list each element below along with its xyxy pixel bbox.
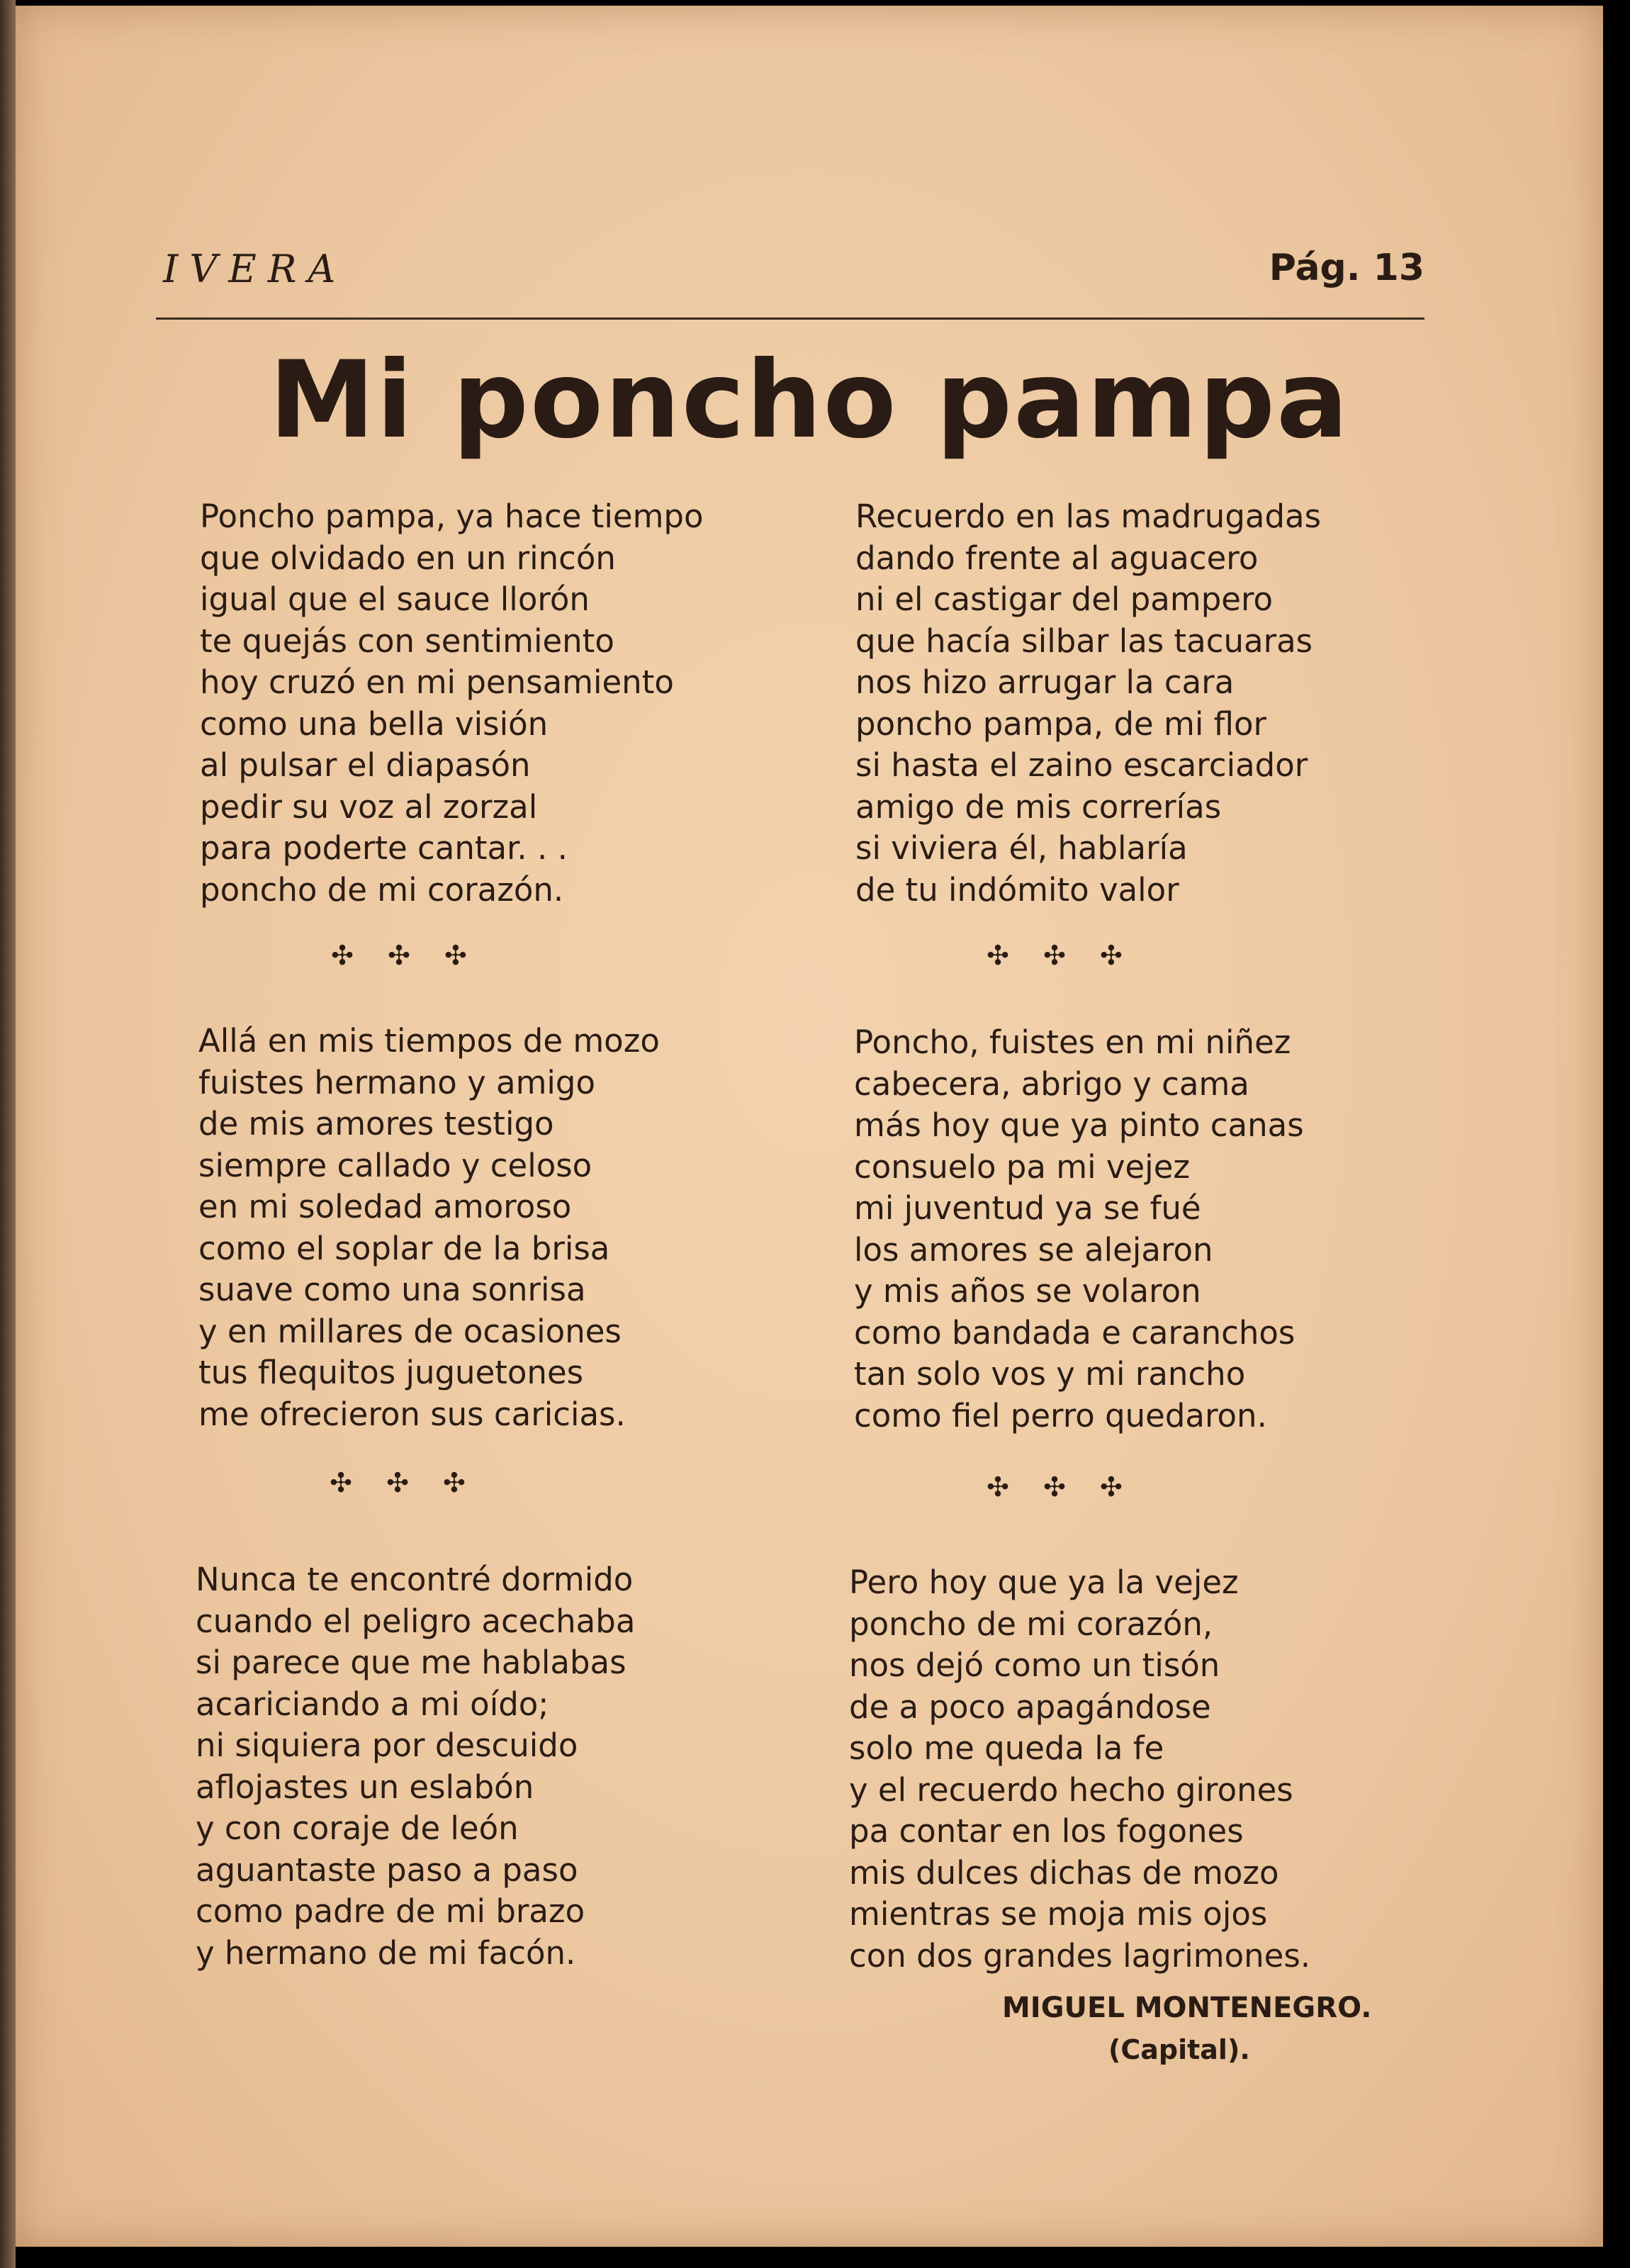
poem-line: que olvidado en un rincón <box>200 539 616 577</box>
poem-line: aguantaste paso a paso <box>196 1851 578 1889</box>
poem-line: con dos grandes lagrimones. <box>849 1936 1311 1975</box>
poem-line: Poncho, fuistes en mi niñez <box>854 1023 1291 1061</box>
author-signature: MIGUEL MONTENEGRO. <box>1002 1992 1372 2024</box>
poem-line: como padre de mi brazo <box>196 1892 585 1930</box>
poem-line: como fiel perro quedaron. <box>854 1396 1267 1435</box>
ornament-divider: ✣ ✣ ✣ <box>330 1467 478 1498</box>
ornament-divider: ✣ ✣ ✣ <box>331 940 480 971</box>
poem-line: poncho de mi corazón. <box>200 870 564 909</box>
ornament-divider: ✣ ✣ ✣ <box>987 1471 1135 1503</box>
poem-line: ni siquiera por descuido <box>196 1727 578 1764</box>
poem-line: y hermano de mi facón. <box>196 1933 576 1972</box>
poem-line: como una bella visión <box>200 704 549 743</box>
poem-line: aflojastes un eslabón <box>196 1768 534 1806</box>
poem-line: suave como una sonrisa <box>198 1271 586 1308</box>
poem-line: poncho pampa, de mi flor <box>855 704 1267 743</box>
stanza-4 <box>854 1022 1548 1437</box>
poem-line: ni el castigar del pampero <box>855 580 1273 618</box>
poem-line: en mi soledad amoroso <box>198 1188 572 1225</box>
poem-line: pedir su voz al zorzal <box>200 787 538 826</box>
poem-title: Mi poncho pampa <box>269 339 1350 462</box>
poem-line: te quejás con sentimiento <box>200 622 614 660</box>
poem-line: más hoy que ya pinto canas <box>854 1106 1304 1144</box>
poem-line: si hasta el zaino escarciador <box>855 746 1308 784</box>
poem-line: y mis años se volaron <box>854 1272 1201 1310</box>
poem-line: Nunca te encontré dormido <box>196 1561 634 1598</box>
stanza-6 <box>849 1562 1544 1977</box>
poem-line: y en millares de ocasiones <box>198 1312 622 1350</box>
poem-line: tan solo vos y mi rancho <box>854 1355 1246 1393</box>
poem-line: nos hizo arrugar la cara <box>855 663 1235 701</box>
poem-line: cabecera, abrigo y cama <box>854 1065 1249 1103</box>
poem-line: si viviera él, hablaría <box>855 829 1188 867</box>
stanza-1 <box>200 496 894 911</box>
poem-line: fuistes hermano y amigo <box>198 1063 596 1101</box>
poem-line: me ofrecieron sus caricias. <box>198 1395 626 1433</box>
stanza-2 <box>855 496 1550 911</box>
stanza-5 <box>196 1559 890 1974</box>
author-location: (Capital). <box>1108 2034 1250 2065</box>
poem-line: mis dulces dichas de mozo <box>849 1853 1279 1892</box>
poem-line: Pero hoy que ya la vejez <box>849 1564 1239 1601</box>
poem-line: acariciando a mi oído; <box>196 1685 549 1723</box>
poem-line: poncho de mi corazón, <box>849 1605 1213 1643</box>
magazine-title: IVERA <box>163 247 347 291</box>
poem-line: solo me queda la fe <box>849 1729 1164 1767</box>
poem-line: Recuerdo en las madrugadas <box>855 498 1322 535</box>
poem-line: mi juventud ya se fué <box>854 1189 1201 1227</box>
poem-line: de a poco apagándose <box>849 1688 1211 1726</box>
poem-line: dando frente al aguacero <box>855 539 1259 577</box>
poem-line: de tu indómito valor <box>855 870 1179 909</box>
poem-line: de mis amores testigo <box>198 1105 554 1143</box>
poem-line: hoy cruzó en mi pensamiento <box>200 663 674 701</box>
poem-line: mientras se moja mis ojos <box>849 1895 1268 1933</box>
poem-line: amigo de mis correrías <box>855 787 1222 826</box>
poem-line: que hacía silbar las tacuaras <box>855 622 1313 660</box>
binding-spine <box>0 0 16 2268</box>
page-number: Pág. 13 <box>1269 247 1424 289</box>
poem-line: siempre callado y celoso <box>198 1146 592 1184</box>
poem-line: si parece que me hablabas <box>196 1644 626 1681</box>
poem-line: igual que el sauce llorón <box>200 580 590 618</box>
poem-line: como bandada e caranchos <box>854 1313 1295 1352</box>
poem-line: Allá en mis tiempos de mozo <box>198 1022 660 1060</box>
poem-line: para poderte cantar. . . <box>200 829 568 867</box>
poem-line: como el soplar de la brisa <box>198 1229 610 1267</box>
poem-line: nos dejó como un tisón <box>849 1646 1220 1684</box>
poem-line: los amores se alejaron <box>854 1230 1213 1269</box>
poem-line: al pulsar el diapasón <box>200 746 531 784</box>
poem-line: tus flequitos juguetones <box>198 1354 584 1391</box>
poem-line: Poncho pampa, ya hace tiempo <box>200 498 704 535</box>
poem-line: y el recuerdo hecho girones <box>849 1770 1293 1809</box>
poem-line: consuelo pa mi vejez <box>854 1147 1190 1186</box>
stanza-3 <box>198 1021 893 1435</box>
poem-line: y con coraje de león <box>196 1809 519 1847</box>
poem-line: cuando el peligro acechaba <box>196 1602 636 1640</box>
poem-line: pa contar en los fogones <box>849 1812 1244 1850</box>
page <box>16 6 1603 2247</box>
page-header <box>156 240 1424 320</box>
ornament-divider: ✣ ✣ ✣ <box>987 940 1135 971</box>
